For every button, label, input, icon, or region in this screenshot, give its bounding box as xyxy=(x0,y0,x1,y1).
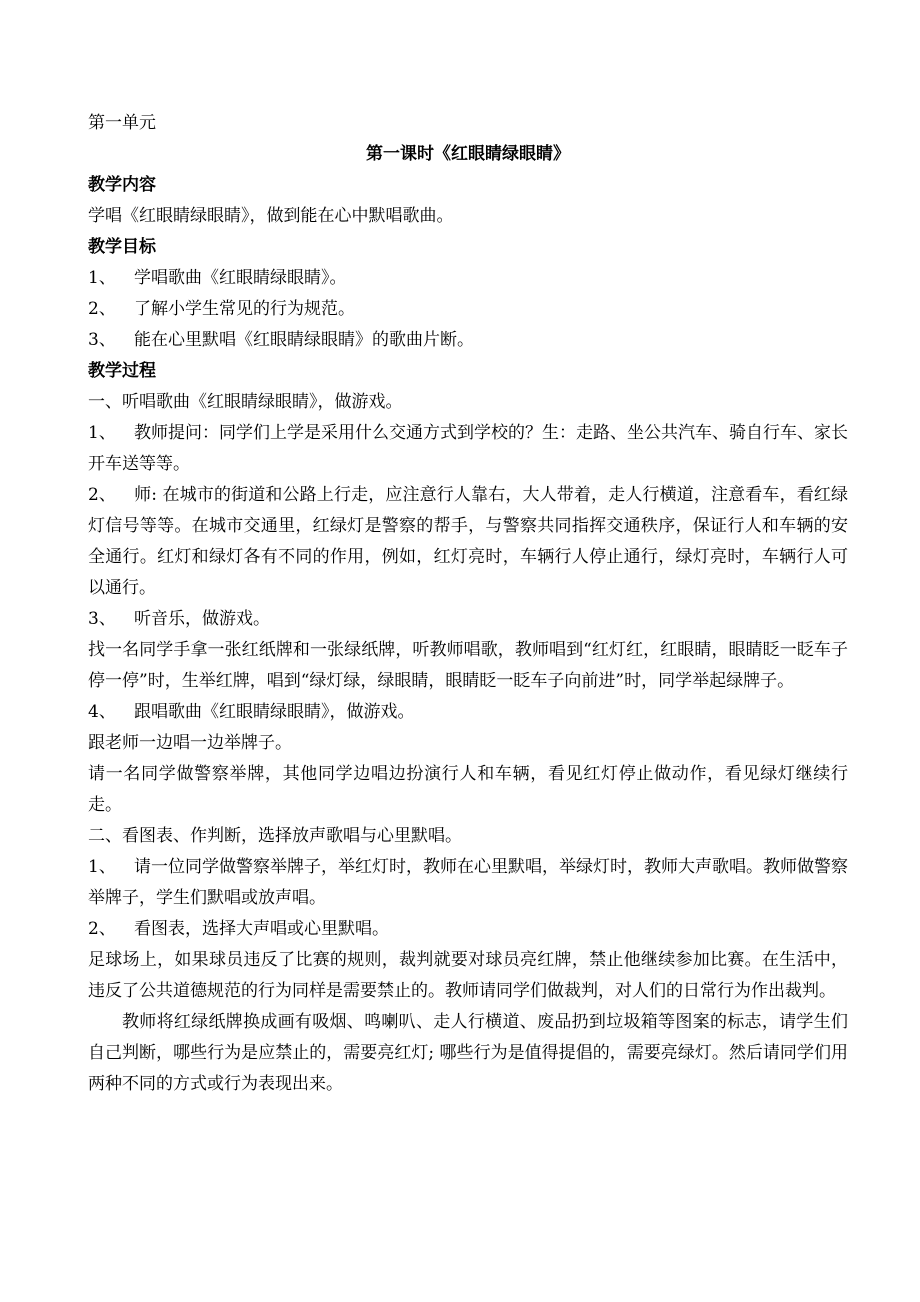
document-page xyxy=(88,108,848,1100)
unit-label: 第一单元 xyxy=(88,113,156,133)
step-text: 跟唱歌曲《红眼睛绿眼睛》，做游戏。 xyxy=(134,702,415,722)
lesson-title: 第一课时《红眼睛绿眼睛》 xyxy=(366,144,570,164)
step-text: 看图表，选择大声唱或心里默唱。 xyxy=(134,919,389,939)
step-2-2-detail-2: 教师将红绿纸牌换成画有吸烟、鸣喇叭、走人行横道、废品扔到垃圾箱等图案的标志，请学生们自己判断，哪些行为是应禁止的，需要亮红灯; 哪些行为是值得提倡的，需要亮绿灯。然后请同学们用两种不同的方式或行为表现出来。 xyxy=(88,1012,848,1094)
goal-item xyxy=(88,294,848,325)
process-heading: 教学过程 xyxy=(88,361,156,381)
goal-number: 1、 xyxy=(88,268,116,288)
goal-number: 2、 xyxy=(88,299,116,319)
step-number: 4、 xyxy=(88,702,116,722)
step-2-2-detail-1: 足球场上，如果球员违反了比赛的规则，裁判就要对球员亮红牌，禁止他继续参加比赛。在生活中，违反了公共道德规范的行为同样是需要禁止的。教师请同学们做裁判，对人们的日常行为作出裁判。 xyxy=(88,950,848,1001)
step-text: 请一位同学做警察举牌子，举红灯时，教师在心里默唱，举绿灯时，教师大声歌唱。教师做警察举牌子，学生们默唱或放声唱。 xyxy=(88,857,848,908)
step-text: 听音乐，做游戏。 xyxy=(134,609,270,629)
step-1-1 xyxy=(88,418,848,480)
goal-text: 了解小学生常见的行为规范。 xyxy=(134,299,355,319)
goal-item xyxy=(88,263,848,294)
goal-text: 学唱歌曲《红眼睛绿眼睛》。 xyxy=(134,268,347,288)
part1-title: 一、听唱歌曲《红眼睛绿眼睛》，做游戏。 xyxy=(88,392,403,412)
step-text: 教师提问：同学们上学是采用什么交通方式到学校的？生：走路、坐公共汽车、骑自行车、家长开车送等等。 xyxy=(88,423,848,474)
step-1-4 xyxy=(88,697,848,728)
content-text: 学唱《红眼睛绿眼睛》，做到能在心中默唱歌曲。 xyxy=(88,206,454,226)
step-1-2 xyxy=(88,480,848,604)
step-1-3 xyxy=(88,604,848,635)
goal-text: 能在心里默唱《红眼睛绿眼睛》的歌曲片断。 xyxy=(134,330,474,350)
part2-title: 二、看图表、作判断，选择放声歌唱与心里默唱。 xyxy=(88,826,462,846)
goal-number: 3、 xyxy=(88,330,116,350)
step-number: 1、 xyxy=(88,423,116,443)
step-2-2 xyxy=(88,914,848,945)
step-number: 3、 xyxy=(88,609,116,629)
step-2-1 xyxy=(88,852,848,914)
content-heading: 教学内容 xyxy=(88,175,156,195)
step-1-4-detail-2: 请一名同学做警察举牌，其他同学边唱边扮演行人和车辆，看见红灯停止做动作，看见绿灯继续行走。 xyxy=(88,764,848,815)
step-number: 2、 xyxy=(88,919,116,939)
step-text: 师: 在城市的街道和公路上行走，应注意行人靠右，大人带着，走人行横道，注意看车，看红绿灯信号等等。在城市交通里，红绿灯是警察的帮手，与警察共同指挥交通秩序，保证行人和车辆的安全通行。红灯和绿灯各有不同的作用，例如，红灯亮时，车辆行人停止通行，绿灯亮时，车辆行人可以通行。 xyxy=(88,485,848,598)
step-number: 2、 xyxy=(88,485,116,505)
step-1-3-detail: 找一名同学手拿一张红纸牌和一张绿纸牌，听教师唱歌，教师唱到“红灯红，红眼睛，眼睛眨一眨车子停一停”时，生举红牌，唱到“绿灯绿，绿眼睛，眼睛眨一眨车子向前进”时，同学举起绿牌子。 xyxy=(88,640,848,691)
step-number: 1、 xyxy=(88,857,116,877)
goals-heading: 教学目标 xyxy=(88,237,156,257)
step-1-4-detail-1: 跟老师一边唱一边举牌子。 xyxy=(88,733,292,753)
goal-item xyxy=(88,325,848,356)
